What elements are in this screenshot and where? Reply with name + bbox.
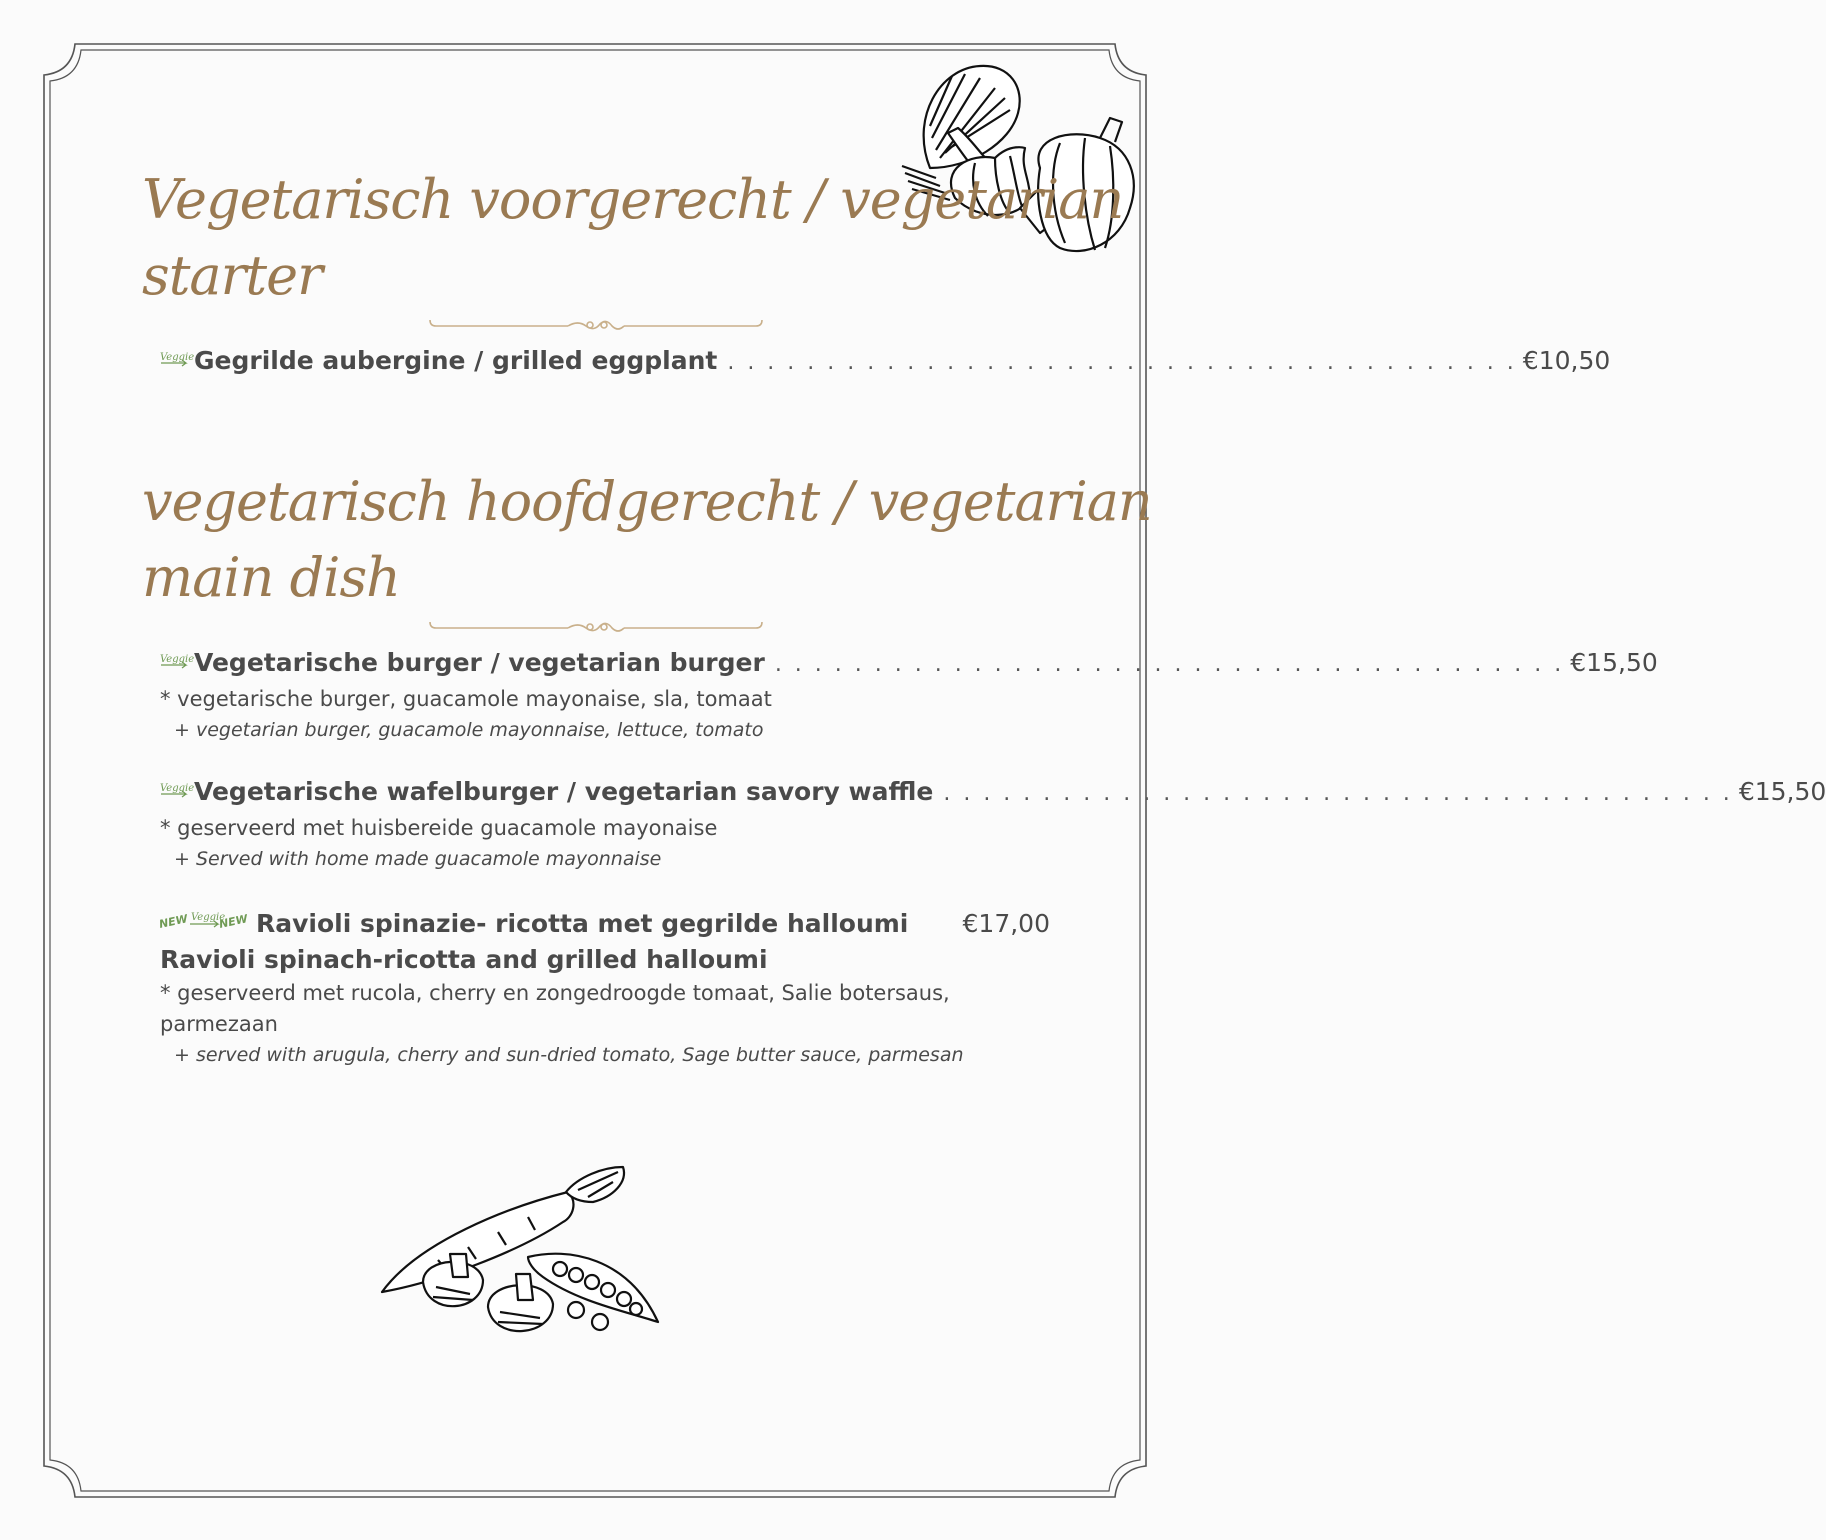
item-price: €17,00 (962, 909, 1050, 938)
item-description-nl: * vegetarische burger, guacamole mayonaise, sla, tomaat (160, 687, 772, 711)
section-title-main-dish (142, 464, 1152, 616)
new-badge-text: NEW (157, 912, 189, 931)
item-price: €15,50 (1738, 777, 1826, 806)
carrot-mushroom-peas-icon (378, 1162, 663, 1372)
veggie-badge-text: Veggie (160, 352, 195, 363)
leader-dots: . . . . . . . . . . . . . . . . . . . . . . . . . . . . . . . . . . . . . . . . (943, 781, 1733, 806)
veggie-badge-text: Veggie (191, 912, 226, 923)
item-description-en: + vegetarian burger, guacamole mayonnaise, lettuce, tomato (174, 719, 764, 741)
veggie-badge-icon (160, 347, 195, 369)
item-name-en: Ravioli spinach-ricotta and grilled halloumi (160, 945, 768, 974)
veggie-badge-text: Veggie (160, 654, 195, 665)
item-price: €15,50 (1570, 648, 1658, 677)
section-title-line2: starter (142, 244, 322, 307)
item-name: Gegrilde aubergine / grilled eggplant (194, 346, 718, 375)
new-veggie-new-badge-icon (157, 906, 252, 932)
section-title-starter (142, 162, 1123, 314)
item-description-nl: * geserveerd met rucola, cherry en zongedroogde tomaat, Salie botersaus, (160, 981, 950, 1005)
item-description-nl-cont: parmezaan (160, 1012, 278, 1036)
menu-item-burger (160, 648, 1658, 745)
menu-item-ravioli (157, 906, 1050, 1070)
leader-dots: . . . . . . . . . . . . . . . . . . . . . . . . . . . . . . . . . . . . . . . . (727, 350, 1517, 375)
item-name: Vegetarische wafelburger / vegetarian savory waffle (194, 777, 934, 806)
item-description-nl: * geserveerd met huisbereide guacamole mayonaise (160, 816, 718, 840)
veggie-badge-icon (160, 778, 195, 800)
item-description-en: + Served with home made guacamole mayonnaise (174, 848, 662, 870)
veggie-badge-text: Veggie (160, 783, 195, 794)
item-name: Vegetarische burger / vegetarian burger (194, 648, 765, 677)
menu-item-eggplant (160, 346, 1611, 382)
item-description-en: + served with arugula, cherry and sun-dried tomato, Sage butter sauce, parmesan (174, 1044, 964, 1066)
menu-item-waffle (160, 777, 1826, 874)
ornament-divider (428, 618, 764, 634)
ornament-divider (428, 316, 764, 332)
new-badge-text: NEW (217, 912, 249, 931)
leader-dots: . . . . . . . . . . . . . . . . . . . . . . . . . . . . . . . . . . . . . . . . (774, 652, 1565, 677)
section-title-line2: main dish (142, 546, 400, 609)
veggie-badge-icon (160, 649, 195, 671)
item-name: Ravioli spinazie- ricotta met gegrilde halloumi (256, 909, 909, 938)
section-title-line1: Vegetarisch voorgerecht / vegetarian (142, 168, 1124, 231)
item-price: €10,50 (1522, 346, 1611, 375)
section-title-line1: vegetarisch hoofdgerecht / vegetarian (142, 470, 1152, 533)
